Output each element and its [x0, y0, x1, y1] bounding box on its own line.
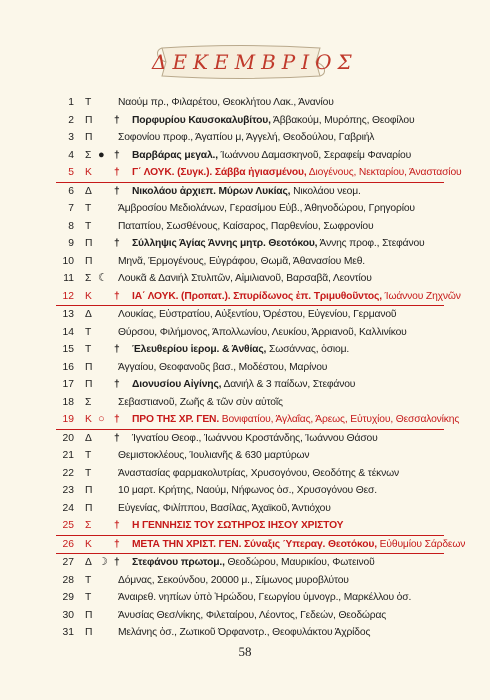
- saints-text: [132, 112, 444, 130]
- saints-text: [118, 270, 444, 288]
- feast-name: Έλευθερίου ἱερομ. & Άνθίας,: [132, 344, 267, 355]
- saints-text: [132, 430, 444, 448]
- day-row: [56, 129, 444, 147]
- day-number: 24: [62, 502, 74, 514]
- day-number: 15: [62, 344, 74, 355]
- weekday-letter: Τ: [85, 203, 92, 214]
- saints-list: Άναιρεθ. νηπίων ὑπὸ Ἡρώδου, Γεωργίου ὑμνογρ., Μαρκέλλου ὁσ.: [118, 592, 412, 603]
- weekday-letter: Π: [85, 132, 93, 143]
- weekday-letter: Κ: [85, 290, 92, 302]
- feast-name: ΠΡΟ ΤΗΣ ΧΡ. ΓΕΝ.: [132, 414, 220, 425]
- saints-list: Διογένους, Νεκταρίου, Άναστασίου: [306, 167, 462, 178]
- weekday-letter: Τ: [85, 97, 92, 108]
- day-number: 16: [62, 361, 74, 373]
- day-number: 1: [68, 97, 74, 108]
- saints-list: Ναούμ πρ., Φιλαρέτου, Θεοκλήτου Λακ., Άνανίου: [118, 97, 334, 108]
- day-row: [56, 376, 444, 394]
- day-number: 29: [62, 592, 74, 603]
- saints-text: [118, 572, 444, 590]
- day-row: [56, 112, 444, 130]
- day-row: [56, 500, 444, 518]
- day-row: [56, 164, 462, 183]
- day-row: [56, 607, 444, 625]
- day-row: [56, 572, 444, 590]
- weekday-letter: Π: [85, 114, 93, 126]
- saints-text: [118, 129, 444, 147]
- day-row: [56, 270, 444, 288]
- month-title: ΔΕΚΕΜΒΡΙΟΣ: [152, 50, 358, 74]
- day-row: [56, 394, 444, 412]
- saints-list: Άββακούμ, Μυρόπης, Θεοφίλου: [270, 114, 415, 126]
- weekday-letter: Σ: [85, 396, 92, 408]
- saints-list: Σεβαστιανοῦ, Ζωῆς & τῶν σὺν αὐτοῖς: [118, 396, 283, 408]
- day-row: [56, 589, 444, 607]
- day-row: [56, 536, 466, 555]
- saints-text: [132, 147, 444, 165]
- day-row: [56, 482, 444, 500]
- saints-list: Άγγαίου, Θεοφανοῦς βασ., Μοδέστου, Μαρίνου: [118, 361, 328, 373]
- weekday-letter: Τ: [85, 467, 92, 479]
- saints-text: [118, 306, 444, 324]
- weekday-letter: Κ: [85, 167, 92, 178]
- weekday-letter: Τ: [85, 220, 92, 232]
- saints-list: Λουκᾶ & Δανιήλ Στυλιτῶν, Αἰμιλιανοῦ, Βαρσαβᾶ, Λεοντίου: [118, 273, 372, 284]
- saints-text: [118, 482, 444, 500]
- day-number: 18: [62, 396, 74, 408]
- saints-list: Δανιήλ & 3 παίδων, Στεφάνου: [221, 379, 356, 390]
- saints-list: Άννης προφ., Στεφάνου: [317, 238, 425, 249]
- feast-name: Γ΄ ΛΟΥΚ. (Συγκ.). Σάββα ἡγιασμένου,: [132, 167, 307, 178]
- saints-text: [118, 589, 444, 607]
- saints-list: Μελάνης ὁσ., Ζωτικοῦ Όρφανοτρ., Θεοφυλάκτου Άχρίδος: [118, 627, 371, 638]
- saints-list: Βονιφατίου, Άγλαΐας, Άρεως, Εὐτυχίου, Θεσσαλονίκης: [219, 414, 460, 425]
- day-row: [56, 253, 444, 271]
- day-number: 28: [62, 574, 74, 586]
- saints-text: [118, 94, 444, 112]
- saints-list: Δόμνας, Σεκούνδου, 20000 μ., Σίμωνος μυροβλύτου: [118, 574, 349, 586]
- weekday-letter: Τ: [85, 450, 92, 461]
- full-moon-icon: ○: [98, 413, 105, 425]
- cross-icon: †: [114, 538, 120, 550]
- weekday-letter: Τ: [85, 592, 92, 603]
- saints-list: Άμβροσίου Μεδιολάνων, Γερασίμου Εὐβ., Άθηνοδώρου, Γρηγορίου: [118, 203, 415, 214]
- saints-text: [132, 536, 466, 554]
- cross-icon: †: [114, 238, 120, 249]
- saints-text: [132, 164, 462, 182]
- weekday-letter: Τ: [85, 344, 92, 355]
- cross-icon: †: [114, 557, 120, 568]
- feast-name: Η ΓΕΝΝΗΣΙΣ ΤΟΥ ΣΩΤΗΡΟΣ ΙΗΣΟΥ ΧΡΙΣΤΟΥ: [132, 520, 344, 531]
- saints-text: [132, 235, 444, 253]
- saints-list: Ίωάννου Ζηχνῶν: [381, 290, 461, 302]
- cross-icon: †: [114, 149, 120, 161]
- saints-list: Λουκίας, Εὐστρατίου, Αὐξεντίου, Όρέστου, Εὐγενίου, Γερμανοῦ: [118, 309, 397, 320]
- saints-list: Άναστασίας φαρμακολυτρίας, Χρυσογόνου, Θεοδότης & τέκνων: [118, 467, 400, 479]
- saints-list: Εὐθυμίου Σάρδεων: [376, 538, 466, 550]
- cross-icon: †: [114, 167, 120, 178]
- weekday-letter: Π: [85, 627, 93, 638]
- day-row: [56, 183, 444, 201]
- day-number: 8: [68, 220, 74, 232]
- moon-phase-icon: ☾: [98, 272, 108, 284]
- feast-name: Βαρβάρας μεγαλ.,: [132, 149, 218, 161]
- weekday-letter: Δ: [85, 557, 92, 568]
- saints-text: [132, 183, 444, 201]
- day-row: [56, 554, 444, 572]
- saints-text: [118, 465, 444, 483]
- cross-icon: †: [114, 379, 120, 390]
- day-number: 19: [62, 414, 74, 425]
- day-row: [56, 235, 444, 253]
- feast-name: Στεφάνου πρωτομ.,: [132, 557, 225, 568]
- day-number: 10: [62, 255, 74, 267]
- cross-icon: †: [114, 290, 120, 302]
- feast-day-list: [56, 94, 466, 642]
- page-number: 58: [238, 644, 252, 659]
- weekday-letter: Π: [85, 502, 93, 514]
- saints-text: [132, 376, 444, 394]
- day-number: 12: [62, 290, 74, 302]
- day-row: [56, 218, 444, 236]
- saints-text: [118, 624, 444, 642]
- saints-list: 10 μαρτ. Κρήτης, Ναούμ, Νήφωνος ὁσ., Χρυσογόνου Θεσ.: [118, 485, 377, 496]
- day-number: 9: [68, 238, 74, 249]
- weekday-letter: Δ: [85, 185, 92, 197]
- weekday-letter: Σ: [85, 273, 92, 284]
- cross-icon: †: [114, 520, 120, 531]
- saints-list: Θεοδώρου, Μαυρικίου, Φωτεινοῦ: [224, 557, 375, 568]
- saints-text: [132, 517, 444, 535]
- feast-name: Σύλληψις Άγίας Άννης μητρ. Θεοτόκου,: [132, 238, 318, 249]
- day-number: 21: [62, 450, 74, 461]
- weekday-letter: Π: [85, 255, 93, 267]
- saints-text: [118, 324, 444, 342]
- day-number: 23: [62, 485, 74, 496]
- day-number: 5: [68, 167, 74, 178]
- saints-text: [118, 607, 444, 625]
- saints-text: [132, 554, 444, 572]
- day-number: 27: [62, 557, 74, 568]
- saints-text: [118, 200, 444, 218]
- day-row: [56, 447, 444, 465]
- saints-list: Παταπίου, Σωσθένους, Καίσαρος, Παρθενίου, Σωφρονίου: [118, 220, 374, 232]
- day-number: 11: [63, 273, 74, 284]
- weekday-letter: Τ: [85, 574, 92, 586]
- day-row: [56, 430, 444, 448]
- day-number: 14: [62, 326, 74, 338]
- day-row: [56, 359, 444, 377]
- saints-text: [118, 394, 444, 412]
- day-number: 7: [68, 203, 74, 214]
- day-row: [56, 624, 444, 642]
- saints-text: [118, 253, 444, 271]
- cross-icon: †: [114, 185, 120, 197]
- day-number: 30: [62, 609, 74, 621]
- day-row: [56, 288, 461, 307]
- weekday-letter: Δ: [85, 432, 92, 444]
- feast-name: ΜΕΤΑ ΤΗΝ ΧΡΙΣΤ. ΓΕΝ. Σύναξις Ύπεραγ. Θεοτόκου,: [132, 538, 377, 550]
- weekday-letter: Κ: [85, 538, 92, 550]
- weekday-letter: Π: [85, 238, 93, 249]
- saints-text: [118, 500, 444, 518]
- saints-text: [118, 359, 444, 377]
- weekday-letter: Π: [85, 609, 93, 621]
- saints-list: Σοφονίου προφ., Άγαπίου μ, Άγγελή, Θεοδούλου, Γαβριήλ: [118, 132, 375, 143]
- saints-list: Ίγνατίου Θεοφ., Ίωάννου Κροστάνδης, Ίωάννου Θάσου: [132, 432, 378, 444]
- cross-icon: †: [114, 432, 120, 444]
- saints-text: [132, 341, 444, 359]
- saints-list: Θεμιστοκλέους, Ίουλιανῆς & 630 μαρτύρων: [118, 450, 310, 461]
- day-number: 17: [62, 379, 74, 390]
- day-row: [56, 411, 460, 430]
- weekday-letter: Σ: [85, 149, 92, 161]
- day-row: [56, 517, 444, 536]
- saints-list: Εὐγενίας, Φιλίππου, Βασίλας, Άχαϊκοῦ, Άντιόχου: [118, 502, 331, 514]
- weekday-letter: Σ: [85, 520, 92, 531]
- weekday-letter: Κ: [85, 414, 92, 425]
- cross-icon: †: [114, 344, 120, 355]
- weekday-letter: Π: [85, 485, 93, 496]
- saints-list: Άνυσίας Θεσ/νίκης, Φιλεταίρου, Λέοντος, Γεδεών, Θεοδώρας: [118, 609, 387, 621]
- day-number: 6: [68, 185, 74, 197]
- new-moon-icon: ●: [98, 148, 105, 161]
- saints-list: Νικολάου νεομ.: [290, 185, 361, 197]
- day-row: [56, 147, 444, 165]
- saints-text: [118, 447, 444, 465]
- day-row: [56, 200, 444, 218]
- feast-name: Διονυσίου Αἰγίνης,: [132, 379, 222, 390]
- saints-text: [118, 218, 444, 236]
- day-row: [56, 465, 444, 483]
- day-row: [56, 324, 444, 342]
- cross-icon: †: [114, 414, 120, 425]
- weekday-letter: Δ: [85, 309, 92, 320]
- saints-text: [132, 411, 460, 429]
- moon-phase-icon: ☽: [98, 556, 108, 568]
- day-number: 26: [62, 538, 74, 550]
- saints-list: Θύρσου, Φιλήμονος, Άπολλωνίου, Λευκίου, Άρριανοῦ, Καλλινίκου: [118, 326, 407, 338]
- day-row: [56, 94, 444, 112]
- feast-name: Νικολάου ἀρχιεπ. Μύρων Λυκίας,: [132, 185, 291, 197]
- day-row: [56, 341, 444, 359]
- day-number: 2: [68, 114, 74, 126]
- cross-icon: †: [114, 114, 120, 126]
- day-number: 4: [68, 149, 74, 161]
- saints-list: Ίωάννου Δαμασκηνοῦ, Σεραφείμ Φαναρίου: [217, 149, 412, 161]
- saints-list: Μηνᾶ, Έρμογένους, Εὐγράφου, Θωμᾶ, Άθανασίου Μεθ.: [118, 255, 366, 267]
- saints-list: Σωσάννας, ὁσιομ.: [266, 344, 350, 355]
- feast-name: ΙΑ΄ ΛΟΥΚ. (Προπατ.). Σπυρίδωνος ἐπ. Τριμυθοῦντος,: [132, 290, 382, 302]
- feast-name: Πορφυρίου Καυσοκαλυβίτου,: [132, 114, 271, 126]
- day-number: 31: [62, 627, 74, 638]
- month-banner: [152, 42, 358, 82]
- day-number: 22: [62, 467, 74, 479]
- saints-text: [132, 288, 461, 306]
- day-number: 20: [62, 432, 74, 444]
- day-number: 25: [62, 520, 74, 531]
- weekday-letter: Π: [85, 361, 93, 373]
- weekday-letter: Τ: [85, 326, 92, 338]
- day-number: 13: [62, 309, 74, 320]
- day-row: [56, 306, 444, 324]
- day-number: 3: [68, 132, 74, 143]
- weekday-letter: Π: [85, 379, 93, 390]
